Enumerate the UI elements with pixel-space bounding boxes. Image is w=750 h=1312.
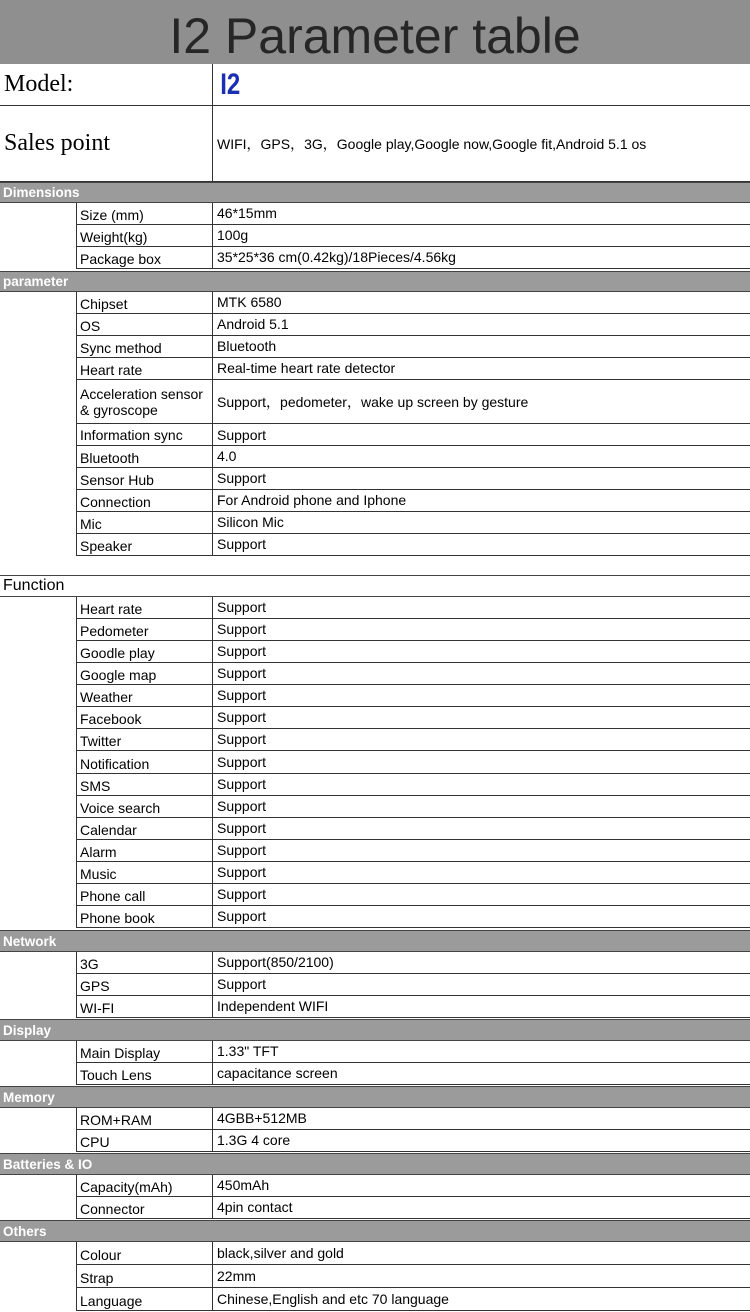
section-header-others: Others [0,1220,750,1242]
table-row [0,884,750,906]
row-value: Support [213,862,750,884]
row-label: Strap [76,1265,213,1288]
table-row [0,1063,750,1085]
table-row [0,1175,750,1197]
sales-point-label: Sales point [0,106,213,181]
table-row [0,974,750,996]
table-row [0,1242,750,1265]
row-value: black,silver and gold [213,1242,750,1265]
row-label: Mic [76,512,213,534]
table-row [0,796,750,818]
row-value: Silicon Mic [213,512,750,534]
table-row [0,1288,750,1311]
section-header-memory: Memory [0,1086,750,1108]
row-value: Support [213,663,750,685]
table-row [0,685,750,707]
row-value: Support [213,796,750,818]
table-row [0,292,750,314]
row-label: Phone call [76,884,213,906]
table-row [0,774,750,796]
section-header-parameter: parameter [0,271,750,292]
row-label: Phone book [76,906,213,928]
row-label: Weight(kg) [76,225,213,247]
row-value: Support [213,840,750,862]
table-row [0,906,750,928]
row-label: Speaker [76,534,213,556]
table-row [0,597,750,619]
row-label: Pedometer [76,619,213,641]
row-value: MTK 6580 [213,292,750,314]
section-header-batteries: Batteries & IO [0,1153,750,1175]
row-label: SMS [76,774,213,796]
row-value: Bluetooth [213,336,750,358]
row-value: Support [213,619,750,641]
section-header-dimensions: Dimensions [0,182,750,203]
row-value: capacitance screen [213,1063,750,1085]
row-value: Support [213,729,750,751]
section-header-function: Function [0,575,750,597]
table-row [0,468,750,490]
table-row [0,314,750,336]
row-label: Goodle play [76,641,213,663]
row-value: 46*15mm [213,203,750,225]
row-label: Package box [76,247,213,269]
table-row [0,358,750,380]
row-value: Support，pedometer，wake up screen by gesture [213,380,750,424]
table-row [0,663,750,685]
row-value: 4GBB+512MB [213,1108,750,1130]
row-value: Android 5.1 [213,314,750,336]
table-row [0,996,750,1018]
table-row [0,490,750,512]
table-row [0,952,750,974]
row-label: Twitter [76,729,213,751]
row-value: Support [213,424,750,446]
table-row [0,818,750,840]
table-row [0,534,750,556]
row-value: 1.33" TFT [213,1041,750,1063]
row-label: Size (mm) [76,203,213,225]
row-value: For Android phone and Iphone [213,490,750,512]
row-label: Alarm [76,840,213,862]
section-header-network: Network [0,930,750,952]
row-label: Calendar [76,818,213,840]
row-label: CPU [76,1130,213,1152]
row-label: Sensor Hub [76,468,213,490]
sales-point-value: WIFI，GPS，3G，Google play,Google now,Google fit,Android 5.1 os [217,135,647,152]
row-value: Independent WIFI [213,996,750,1018]
table-row [0,1130,750,1152]
row-value: Support [213,884,750,906]
table-row [0,225,750,247]
table-row [0,707,750,729]
row-label: Voice search [76,796,213,818]
row-label: Bluetooth [76,446,213,468]
row-value: Support [213,468,750,490]
row-value: Support [213,818,750,840]
row-value: Support [213,751,750,773]
row-value: Real-time heart rate detector [213,358,750,380]
model-value: I2 [220,67,241,101]
row-value: Support [213,707,750,729]
table-row [0,1197,750,1219]
row-label: Notification [76,751,213,773]
table-row [0,641,750,663]
table-row [0,1041,750,1063]
row-label: Weather [76,685,213,707]
page-title: I2 Parameter table [169,8,581,64]
row-value: Chinese,English and etc 70 language [213,1288,750,1311]
row-value: Support [213,685,750,707]
table-row [0,380,750,424]
row-value: Support [213,534,750,556]
row-label: OS [76,314,213,336]
table-row [0,336,750,358]
row-value: 450mAh [213,1175,750,1197]
row-label: Music [76,862,213,884]
table-row [0,840,750,862]
row-label: Sync method [76,336,213,358]
table-row [0,203,750,225]
row-label: Heart rate [76,597,213,619]
table-row [0,619,750,641]
table-row [0,512,750,534]
row-label: Language [76,1288,213,1311]
table-row [0,247,750,269]
sales-point-row [0,106,750,182]
table-row [0,446,750,468]
row-label: 3G [76,952,213,974]
model-value-cell [213,64,750,105]
model-label: Model: [0,64,213,105]
table-row [0,862,750,884]
row-value: 1.3G 4 core [213,1130,750,1152]
table-row [0,1108,750,1130]
table-row [0,424,750,446]
row-label: ROM+RAM [76,1108,213,1130]
row-value: 22mm [213,1265,750,1288]
row-label: GPS [76,974,213,996]
row-label: Google map [76,663,213,685]
model-row [0,64,750,106]
row-value: Support [213,974,750,996]
table-row [0,729,750,751]
row-label: Heart rate [76,358,213,380]
row-label: Facebook [76,707,213,729]
row-value: Support [213,641,750,663]
row-label: Touch Lens [76,1063,213,1085]
row-label: Acceleration sensor & gyroscope [76,380,213,424]
row-label: Chipset [76,292,213,314]
row-label: WI-FI [76,996,213,1018]
row-label: Main Display [76,1041,213,1063]
row-value: Support [213,774,750,796]
row-value: Support [213,597,750,619]
row-value: 35*25*36 cm(0.42kg)/18Pieces/4.56kg [213,247,750,269]
table-row [0,751,750,773]
row-label: Capacity(mAh) [76,1175,213,1197]
row-value: 100g [213,225,750,247]
row-value: Support(850/2100) [213,952,750,974]
row-value: 4pin contact [213,1197,750,1219]
row-value: Support [213,906,750,928]
row-label: Information sync [76,424,213,446]
row-label: Connector [76,1197,213,1219]
row-label: Connection [76,490,213,512]
row-value: 4.0 [213,446,750,468]
row-label: Colour [76,1242,213,1265]
title-band [0,0,750,64]
table-row [0,1265,750,1288]
section-header-display: Display [0,1019,750,1041]
